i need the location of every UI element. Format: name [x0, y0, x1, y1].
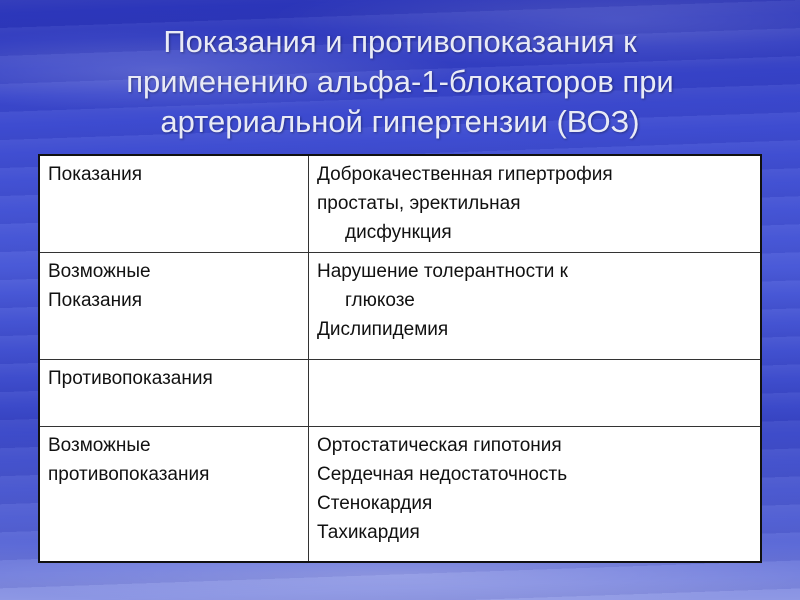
row-label: Показания: [48, 290, 142, 311]
row-label-cell: [39, 155, 309, 253]
row-value-line: Нарушение толерантности к: [317, 261, 568, 282]
row-value-line: простаты, эректильная: [317, 193, 521, 214]
row-value-line: Дислипидемия: [317, 319, 449, 340]
title-line-2: применению альфа-1-блокаторов при: [126, 64, 674, 99]
table-row-possible-contraindications: [39, 427, 761, 563]
row-value-cell: [309, 155, 762, 253]
row-label: Возможные: [48, 261, 151, 282]
row-value-line: глюкозе: [345, 290, 415, 311]
row-label-cell: [39, 253, 309, 360]
row-label-cell: [39, 360, 309, 427]
row-value-cell: [309, 253, 762, 360]
row-value-line: Тахикардия: [317, 522, 420, 543]
row-label: Возможные: [48, 435, 151, 456]
row-label: Показания: [48, 164, 142, 185]
indications-table: [38, 154, 762, 563]
table-row-indications: [39, 155, 761, 253]
row-value-cell: [309, 427, 762, 563]
row-label: противопоказания: [48, 464, 210, 485]
row-value-line: Доброкачественная гипертрофия: [317, 164, 613, 185]
slide-title: [20, 22, 780, 142]
indications-table-container: [38, 154, 762, 563]
row-value-line: дисфункция: [345, 222, 452, 243]
title-line-1: Показания и противопоказания к: [163, 24, 637, 59]
row-label: Противопоказания: [48, 368, 213, 389]
table-row-possible-indications: [39, 253, 761, 360]
title-line-3: артериальной гипертензии (ВОЗ): [160, 104, 640, 139]
row-value-line: Ортостатическая гипотония: [317, 435, 562, 456]
row-value-line: Стенокардия: [317, 493, 433, 514]
row-label-cell: [39, 427, 309, 563]
row-value-line: Сердечная недостаточность: [317, 464, 568, 485]
table-row-contraindications: [39, 360, 761, 427]
row-value-cell-empty: [309, 360, 762, 427]
